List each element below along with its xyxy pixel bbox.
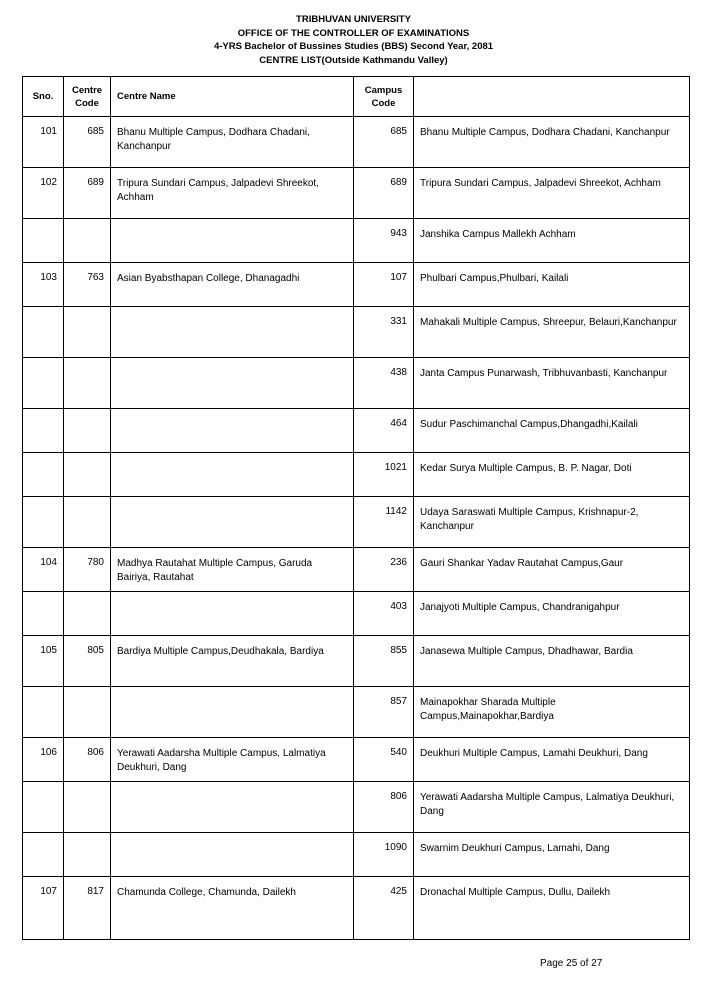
cell-campus-code: 438 bbox=[354, 358, 414, 409]
col-header-campus-name bbox=[414, 77, 690, 117]
cell-centre-name bbox=[111, 833, 354, 877]
table-row bbox=[23, 833, 690, 877]
cell-centre-code bbox=[64, 592, 111, 636]
cell-sno: 103 bbox=[23, 263, 64, 307]
table-row bbox=[23, 636, 690, 687]
cell-centre-name bbox=[111, 358, 354, 409]
cell-campus-code: 425 bbox=[354, 877, 414, 940]
col-header-centre-code-line1: Centre bbox=[71, 84, 103, 96]
cell-centre-name bbox=[111, 453, 354, 497]
cell-campus-name: Tripura Sundari Campus, Jalpadevi Shreekot, Achham bbox=[414, 168, 690, 219]
cell-centre-name bbox=[111, 409, 354, 453]
cell-centre-name bbox=[111, 497, 354, 548]
office-title: OFFICE OF THE CONTROLLER OF EXAMINATIONS bbox=[237, 27, 470, 39]
cell-centre-code bbox=[64, 833, 111, 877]
cell-centre-code: 689 bbox=[64, 168, 111, 219]
table-row bbox=[23, 687, 690, 738]
table-row bbox=[23, 307, 690, 358]
cell-campus-code: 689 bbox=[354, 168, 414, 219]
cell-campus-name: Janta Campus Punarwash, Tribhuvanbasti, Kanchanpur bbox=[414, 358, 690, 409]
cell-centre-name bbox=[111, 687, 354, 738]
cell-sno bbox=[23, 409, 64, 453]
cell-centre-code bbox=[64, 307, 111, 358]
cell-campus-code: 685 bbox=[354, 117, 414, 168]
cell-centre-name: Bardiya Multiple Campus,Deudhakala, Bardiya bbox=[111, 636, 354, 687]
cell-centre-code: 780 bbox=[64, 548, 111, 592]
cell-centre-code bbox=[64, 497, 111, 548]
col-header-centre-name: Centre Name bbox=[111, 77, 354, 117]
document-header bbox=[0, 13, 707, 67]
col-header-centre-code bbox=[64, 77, 111, 117]
cell-centre-name: Tripura Sundari Campus, Jalpadevi Shreekot, Achham bbox=[111, 168, 354, 219]
table-row bbox=[23, 409, 690, 453]
cell-centre-name: Asian Byabsthapan College, Dhanagadhi bbox=[111, 263, 354, 307]
cell-centre-code: 763 bbox=[64, 263, 111, 307]
table-row bbox=[23, 592, 690, 636]
col-header-sno: Sno. bbox=[23, 77, 64, 117]
cell-centre-code bbox=[64, 358, 111, 409]
table-row bbox=[23, 117, 690, 168]
cell-centre-code: 685 bbox=[64, 117, 111, 168]
cell-campus-code: 464 bbox=[354, 409, 414, 453]
table-row bbox=[23, 358, 690, 409]
cell-campus-code: 403 bbox=[354, 592, 414, 636]
cell-sno bbox=[23, 358, 64, 409]
cell-campus-name: Yerawati Aadarsha Multiple Campus, Lalmatiya Deukhuri, Dang bbox=[414, 782, 690, 833]
cell-centre-name bbox=[111, 592, 354, 636]
university-title: TRIBHUVAN UNIVERSITY bbox=[296, 14, 411, 25]
cell-campus-name: Phulbari Campus,Phulbari, Kailali bbox=[414, 263, 690, 307]
cell-sno bbox=[23, 687, 64, 738]
table-row bbox=[23, 497, 690, 548]
col-header-centre-code-line2: Code bbox=[75, 97, 99, 109]
table-header-row bbox=[23, 77, 690, 117]
cell-campus-name: Deukhuri Multiple Campus, Lamahi Deukhuri, Dang bbox=[414, 738, 690, 782]
col-header-campus-code-line2: Code bbox=[371, 97, 396, 109]
cell-centre-name: Yerawati Aadarsha Multiple Campus, Lalmatiya Deukhuri, Dang bbox=[111, 738, 354, 782]
table-row bbox=[23, 263, 690, 307]
cell-campus-name: Janshika Campus Mallekh Achham bbox=[414, 219, 690, 263]
cell-campus-code: 1090 bbox=[354, 833, 414, 877]
cell-campus-name: Janajyoti Multiple Campus, Chandranigahpur bbox=[414, 592, 690, 636]
table-row bbox=[23, 548, 690, 592]
cell-campus-code: 943 bbox=[354, 219, 414, 263]
table-row bbox=[23, 877, 690, 940]
page-number: Page 25 of 27 bbox=[540, 958, 603, 969]
cell-campus-code: 331 bbox=[354, 307, 414, 358]
cell-sno: 106 bbox=[23, 738, 64, 782]
cell-campus-name: Swarnim Deukhuri Campus, Lamahi, Dang bbox=[414, 833, 690, 877]
cell-centre-name bbox=[111, 307, 354, 358]
cell-campus-code: 236 bbox=[354, 548, 414, 592]
cell-campus-code: 1021 bbox=[354, 453, 414, 497]
cell-centre-code: 806 bbox=[64, 738, 111, 782]
table-row bbox=[23, 782, 690, 833]
cell-centre-name: Bhanu Multiple Campus, Dodhara Chadani, Kanchanpur bbox=[111, 117, 354, 168]
cell-campus-name: Bhanu Multiple Campus, Dodhara Chadani, Kanchanpur bbox=[414, 117, 690, 168]
table-body bbox=[23, 117, 690, 940]
cell-campus-code: 1142 bbox=[354, 497, 414, 548]
centre-list-table bbox=[22, 76, 690, 940]
cell-campus-name: Gauri Shankar Yadav Rautahat Campus,Gaur bbox=[414, 548, 690, 592]
cell-sno bbox=[23, 497, 64, 548]
cell-sno bbox=[23, 307, 64, 358]
cell-campus-name: Janasewa Multiple Campus, Dhadhawar, Bardia bbox=[414, 636, 690, 687]
cell-sno bbox=[23, 833, 64, 877]
cell-centre-name: Chamunda College, Chamunda, Dailekh bbox=[111, 877, 354, 940]
cell-campus-name: Sudur Paschimanchal Campus,Dhangadhi,Kailali bbox=[414, 409, 690, 453]
cell-centre-code: 817 bbox=[64, 877, 111, 940]
cell-campus-name: Udaya Saraswati Multiple Campus, Krishnapur-2, Kanchanpur bbox=[414, 497, 690, 548]
cell-campus-code: 806 bbox=[354, 782, 414, 833]
table-row bbox=[23, 738, 690, 782]
cell-centre-code bbox=[64, 219, 111, 263]
exam-title: 4-YRS Bachelor of Bussines Studies (BBS) Second Year, 2081 bbox=[213, 41, 494, 52]
cell-campus-name: Mainapokhar Sharada Multiple Campus,Mainapokhar,Bardiya bbox=[414, 687, 690, 738]
col-header-campus-code bbox=[354, 77, 414, 117]
table-row bbox=[23, 219, 690, 263]
cell-campus-code: 540 bbox=[354, 738, 414, 782]
cell-centre-code bbox=[64, 782, 111, 833]
cell-sno bbox=[23, 592, 64, 636]
list-title: CENTRE LIST(Outside Kathmandu Valley) bbox=[259, 54, 448, 66]
cell-campus-code: 857 bbox=[354, 687, 414, 738]
cell-campus-code: 855 bbox=[354, 636, 414, 687]
cell-centre-code bbox=[64, 687, 111, 738]
cell-sno: 105 bbox=[23, 636, 64, 687]
cell-sno bbox=[23, 219, 64, 263]
cell-campus-code: 107 bbox=[354, 263, 414, 307]
cell-campus-name: Dronachal Multiple Campus, Dullu, Dailekh bbox=[414, 877, 690, 940]
cell-centre-name bbox=[111, 782, 354, 833]
cell-sno: 101 bbox=[23, 117, 64, 168]
cell-centre-name: Madhya Rautahat Multiple Campus, Garuda Bairiya, Rautahat bbox=[111, 548, 354, 592]
cell-centre-code bbox=[64, 409, 111, 453]
cell-sno bbox=[23, 453, 64, 497]
cell-campus-name: Mahakali Multiple Campus, Shreepur, Belauri,Kanchanpur bbox=[414, 307, 690, 358]
cell-sno: 104 bbox=[23, 548, 64, 592]
cell-centre-code bbox=[64, 453, 111, 497]
cell-sno bbox=[23, 782, 64, 833]
cell-sno: 107 bbox=[23, 877, 64, 940]
col-header-campus-code-line1: Campus bbox=[364, 84, 403, 96]
table-row bbox=[23, 168, 690, 219]
cell-campus-name: Kedar Surya Multiple Campus, B. P. Nagar, Doti bbox=[414, 453, 690, 497]
cell-centre-code: 805 bbox=[64, 636, 111, 687]
cell-centre-name bbox=[111, 219, 354, 263]
cell-sno: 102 bbox=[23, 168, 64, 219]
table-row bbox=[23, 453, 690, 497]
